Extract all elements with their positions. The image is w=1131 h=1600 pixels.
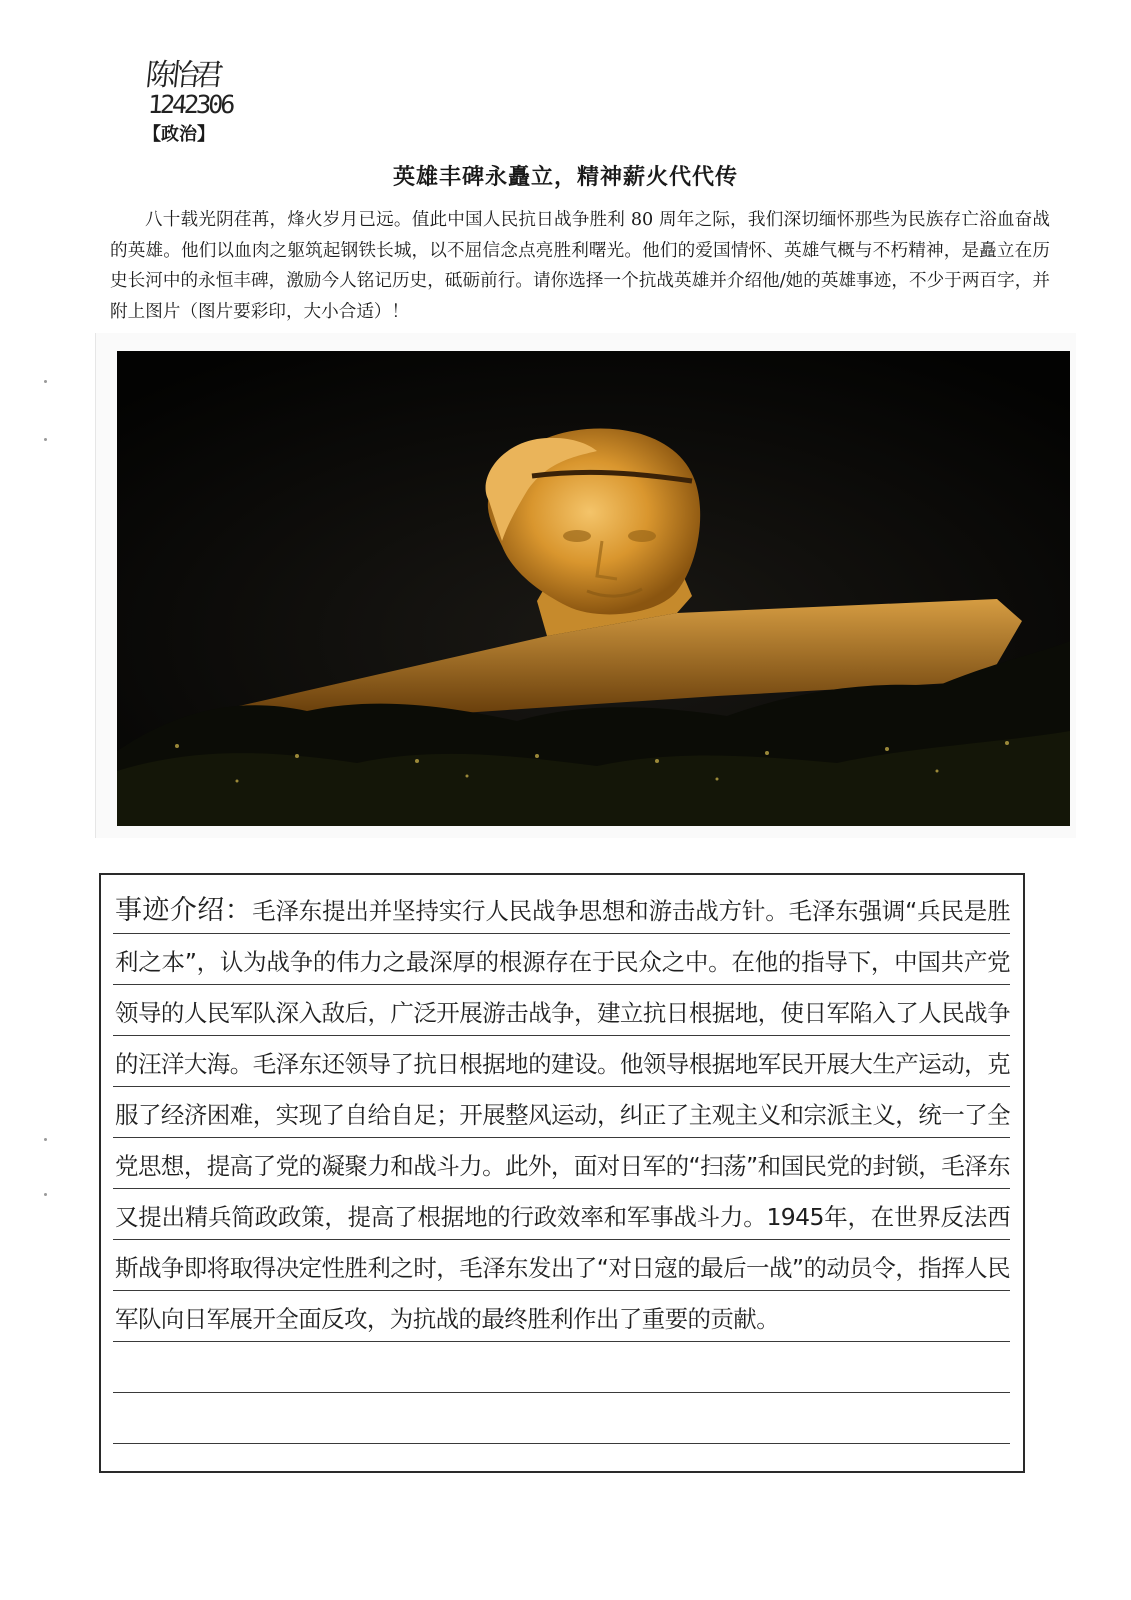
assignment-title: 英雄丰碑永矗立，精神薪火代代传 bbox=[392, 164, 738, 190]
illuminated-statue-head-photo bbox=[117, 351, 1070, 826]
statue-photo bbox=[117, 351, 1070, 826]
story-body: 毛泽东提出并坚持实行人民战争思想和游击战方针。毛泽东强调“兵民是胜利之本”，认为战争的伟力之最深厚的根源存在于民众之中。在他的指导下，中国共产党领导的人民军队深入敌后，广泛开展游击战争，建立抗日根据地，使日军陷入了人民战争的汪洋大海。毛泽东还领导了抗日根据地的建设。他领导根据地军民开展大生产运动，克服了经济困难，实现了自给自足；开展整风运动，纠正了主观主义和宗派主义，统一了全党思想，提高了党的凝聚力和战斗力。此外，面对日军的“扫荡”和国民党的封锁，毛泽东又提出精兵简政政策，提高了根据地的行政效率和军事战斗力。1945年，在世界反法西斯战争即将取得决定性胜利之时，毛泽东发出了“对日寇的最后一战”的动员令，指挥人民军队向日军展开全面反攻，为抗战的最终胜利作出了重要的贡献。 bbox=[115, 897, 1011, 1333]
student-id: 1242306 bbox=[146, 90, 234, 119]
assignment-prompt: 八十载光阴荏苒，烽火岁月已远。值此中国人民抗日战争胜利 80 周年之际，我们深切缅怀那些为民族存亡浴血奋战的英雄。他们以血肉之躯筑起钢铁长城，以不屈信念点亮胜利曙光。他们的爱国情怀、英雄气概与不朽精神，是矗立在历史长河中的永恒丰碑，激励今人铭记历史，砥砺前行。请你选择一个抗战英雄并介绍他/她的英雄事迹，不少于两百字，并附上图片（图片要彩印，大小合适）！ bbox=[110, 210, 1050, 322]
student-name: 陈怡君 bbox=[143, 58, 220, 93]
subject-label: 【政治】 bbox=[143, 124, 215, 145]
story-paragraph bbox=[115, 885, 1010, 1345]
story-label: 事迹介绍： bbox=[115, 895, 253, 926]
